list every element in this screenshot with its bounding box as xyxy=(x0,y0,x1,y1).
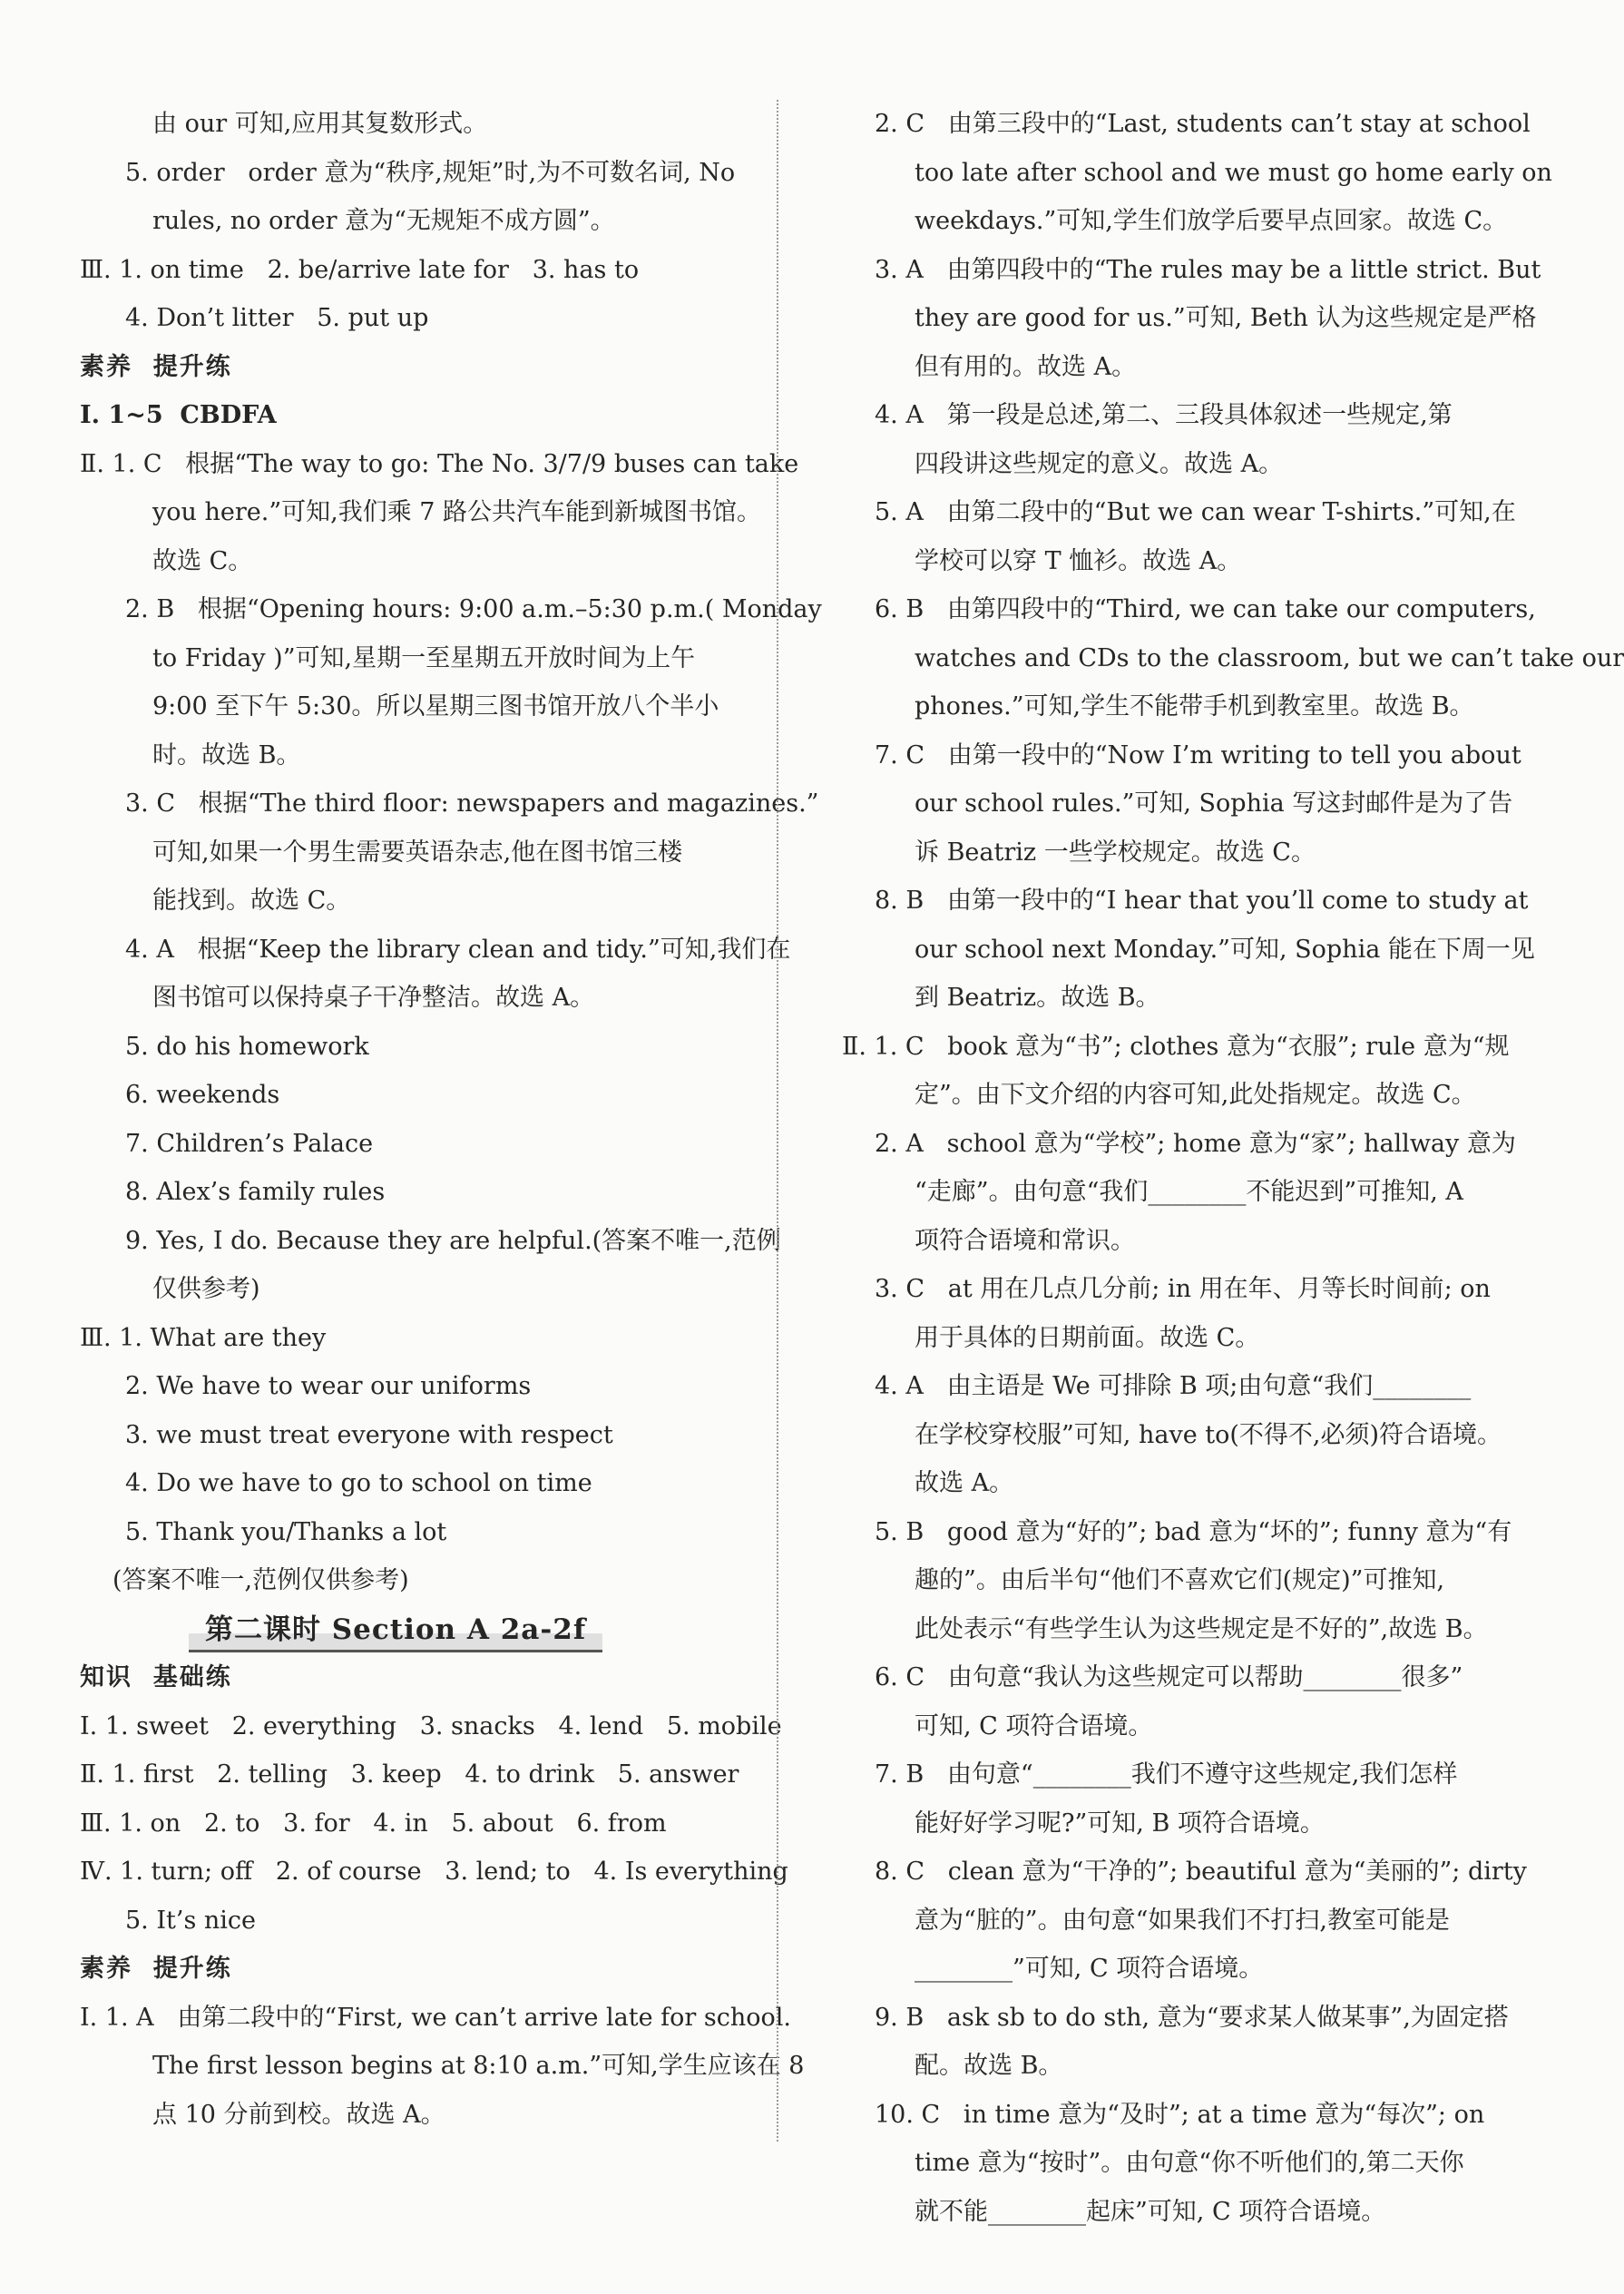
answer-line: 7. B 由句意“________我们不遵守这些规定,我们怎样 xyxy=(875,1760,1458,1789)
lesson-heading xyxy=(80,1605,756,1654)
answer-line: 5. B good 意为“好的”; bad 意为“坏的”; funny 意为“有 xyxy=(875,1517,1512,1546)
answer-line: 3. A 由第四段中的“The rules may be a little strict. But xyxy=(875,255,1541,284)
answer-line: 图书馆可以保持桌子干净整洁。故选 A。 xyxy=(152,984,595,1012)
answer-line: Ⅰ. 1. A 由第二段中的“First, we can’t arrive late for school. xyxy=(80,2003,792,2032)
answer-line: 6. B 由第四段中的“Third, we can take our computers, xyxy=(875,595,1536,623)
answer-line: 意为“脏的”。由句意“如果我们不打扫,教室可能是 xyxy=(915,1906,1450,1935)
answer-line: 9. Yes, I do. Because they are helpful.(答案不唯一,范例 xyxy=(125,1226,781,1255)
section-heading: 知识 基础练 xyxy=(80,1663,232,1691)
answer-line: 学校可以穿 T 恤衫。故选 A。 xyxy=(915,546,1242,575)
answer-line: 就不能________起床”可知, C 项符合语境。 xyxy=(915,2197,1386,2226)
lesson-heading-text: 第二课时 Section A 2a-2f xyxy=(189,1606,602,1652)
answer-line: 8. B 由第一段中的“I hear that you’ll come to study at xyxy=(875,887,1529,915)
answer-line: 9:00 至下午 5:30。所以星期三图书馆开放八个半小 xyxy=(152,692,719,721)
answer-line: weekdays.”可知,学生们放学后要早点回家。故选 C。 xyxy=(915,207,1508,235)
right-column xyxy=(842,100,1624,2236)
answer-line: 10. C in time 意为“及时”; at a time 意为“每次”; on xyxy=(875,2100,1485,2129)
answer-line: 配。故选 B。 xyxy=(915,2052,1063,2080)
answer-line: Ⅱ. 1. C book 意为“书”; clothes 意为“衣服”; rule 意为“规 xyxy=(842,1032,1510,1061)
answer-line: 2. C 由第三段中的“Last, students can’t stay at school xyxy=(875,110,1531,138)
answer-line: 可知,如果一个男生需要英语杂志,他在图书馆三楼 xyxy=(152,838,683,867)
answer-line: 四段讲这些规定的意义。故选 A。 xyxy=(915,449,1284,478)
answer-line: 3. C at 用在几点几分前; in 用在年、月等长时间前; on xyxy=(875,1275,1491,1303)
answer-line: you here.”可知,我们乘 7 路公共汽车能到新城图书馆。 xyxy=(152,498,762,526)
column-divider xyxy=(777,100,778,2142)
answer-line: phones.”可知,学生不能带手机到教室里。故选 B。 xyxy=(915,692,1474,721)
answer-line: 6. C 由句意“我认为这些规定可以帮助________很多” xyxy=(875,1663,1463,1691)
answer-line: to Friday )”可知,星期一至星期五开放时间为上午 xyxy=(152,643,696,672)
answer-line: Ⅰ. 1. sweet 2. everything 3. snacks 4. lend 5. mobile xyxy=(80,1711,782,1740)
answer-line: 能好好学习呢?”可知, B 项符合语境。 xyxy=(915,1809,1325,1838)
answer-line: 6. weekends xyxy=(125,1081,280,1109)
answer-line: 3. we must treat everyone with respect xyxy=(125,1420,613,1449)
answer-line: 到 Beatriz。故选 B。 xyxy=(915,984,1160,1012)
answer-line: The first lesson begins at 8:10 a.m.”可知,学生应该在 8 xyxy=(152,2052,805,2080)
answer-line: 8. C clean 意为“干净的”; beautiful 意为“美丽的”; dirty xyxy=(875,1858,1527,1886)
answer-line: 但有用的。故选 A。 xyxy=(915,352,1137,381)
answer-line: 由 our 可知,应用其复数形式。 xyxy=(152,110,488,138)
answer-line: 7. Children’s Palace xyxy=(125,1129,374,1158)
answer-line: Ⅱ. 1. first 2. telling 3. keep 4. to drink 5. answer xyxy=(80,1760,739,1789)
answer-line: 诉 Beatriz 一些学校规定。故选 C。 xyxy=(915,838,1316,867)
answer-line: time 意为“按时”。由句意“你不听他们的,第二天你 xyxy=(915,2149,1464,2177)
answer-line: 4. A 根据“Keep the library clean and tidy.”可知,我们在 xyxy=(125,935,791,964)
answer-line: 仅供参考) xyxy=(152,1275,260,1303)
answer-line: ________”可知, C 项符合语境。 xyxy=(915,1955,1264,1983)
answer-line: 2. We have to wear our uniforms xyxy=(125,1372,532,1400)
answer-line: they are good for us.”可知, Beth 认为这些规定是严格 xyxy=(915,304,1537,332)
answer-line: 可知, C 项符合语境。 xyxy=(915,1711,1153,1740)
answer-line: 在学校穿校服”可知, have to(不得不,必须)符合语境。 xyxy=(915,1420,1502,1449)
answer-line: 用于具体的日期前面。故选 C。 xyxy=(915,1323,1260,1352)
answer-line: 5. order order 意为“秩序,规矩”时,为不可数名词, No xyxy=(125,158,736,187)
answer-line: 故选 C。 xyxy=(152,546,253,575)
answer-line: 能找到。故选 C。 xyxy=(152,887,351,915)
answer-line: (答案不唯一,范例仅供参考) xyxy=(113,1566,409,1594)
answer-line: 时。故选 B。 xyxy=(152,740,301,770)
answer-line: 此处表示“有些学生认为这些规定是不好的”,故选 B。 xyxy=(915,1614,1488,1643)
left-column xyxy=(80,100,822,2139)
answer-line: 7. C 由第一段中的“Now I’m writing to tell you about xyxy=(875,740,1521,770)
section-heading: 素养 提升练 xyxy=(80,352,232,381)
answer-line: 点 10 分前到校。故选 A。 xyxy=(152,2100,445,2129)
answer-line: 5. do his homework xyxy=(125,1032,369,1061)
answer-line: 2. B 根据“Opening hours: 9:00 a.m.–5:30 p.m.( Monday xyxy=(125,595,822,623)
answer-line: 5. Thank you/Thanks a lot xyxy=(125,1517,447,1546)
answer-line: 2. A school 意为“学校”; home 意为“家”; hallway 意为 xyxy=(875,1129,1516,1158)
answer-line: rules, no order 意为“无规矩不成方圆”。 xyxy=(152,207,615,235)
answer-line: “走廊”。由句意“我们________不能迟到”可推知, A xyxy=(915,1178,1463,1206)
answer-line: 8. Alex’s family rules xyxy=(125,1178,386,1206)
answer-line: 3. C 根据“The third floor: newspapers and magazines.” xyxy=(125,789,819,818)
answer-line: our school next Monday.”可知, Sophia 能在下周一见 xyxy=(915,935,1535,964)
answer-line: 4. Don’t litter 5. put up xyxy=(125,304,429,332)
answer-line: 4. A 第一段是总述,第二、三段具体叙述一些规定,第 xyxy=(875,401,1453,429)
answer-line: 趣的”。由后半句“他们不喜欢它们(规定)”可推知, xyxy=(915,1566,1445,1594)
answer-line: 5. It’s nice xyxy=(125,1906,257,1935)
answer-line: 定”。由下文介绍的内容可知,此处指规定。故选 C。 xyxy=(915,1081,1476,1109)
answer-line: 项符合语境和常识。 xyxy=(915,1226,1135,1255)
answer-line: 9. B ask sb to do sth, 意为“要求某人做某事”,为固定搭 xyxy=(875,2003,1509,2032)
answer-line: watches and CDs to the classroom, but we can’t take our xyxy=(915,643,1624,672)
answer-line: too late after school and we must go home early on xyxy=(915,158,1552,187)
answer-line: Ⅳ. 1. turn; off 2. of course 3. lend; to 4. Is everything xyxy=(80,1858,788,1886)
answer-line: Ⅰ. 1~5 CBDFA xyxy=(80,401,277,429)
answer-line: 故选 A。 xyxy=(915,1469,1014,1497)
answer-line: Ⅲ. 1. on time 2. be/arrive late for 3. has to xyxy=(80,255,640,284)
answer-line: 5. A 由第二段中的“But we can wear T-shirts.”可知,在 xyxy=(875,498,1516,526)
answer-line: Ⅲ. 1. on 2. to 3. for 4. in 5. about 6. from xyxy=(80,1809,667,1838)
answer-line: 4. Do we have to go to school on time xyxy=(125,1469,592,1497)
answer-line: 4. A 由主语是 We 可排除 B 项;由句意“我们________ xyxy=(875,1372,1472,1400)
answer-line: our school rules.”可知, Sophia 写这封邮件是为了告 xyxy=(915,789,1513,818)
answer-line: Ⅲ. 1. What are they xyxy=(80,1323,327,1352)
section-heading: 素养 提升练 xyxy=(80,1955,232,1983)
answer-line: Ⅱ. 1. C 根据“The way to go: The No. 3/7/9 buses can take xyxy=(80,449,799,478)
